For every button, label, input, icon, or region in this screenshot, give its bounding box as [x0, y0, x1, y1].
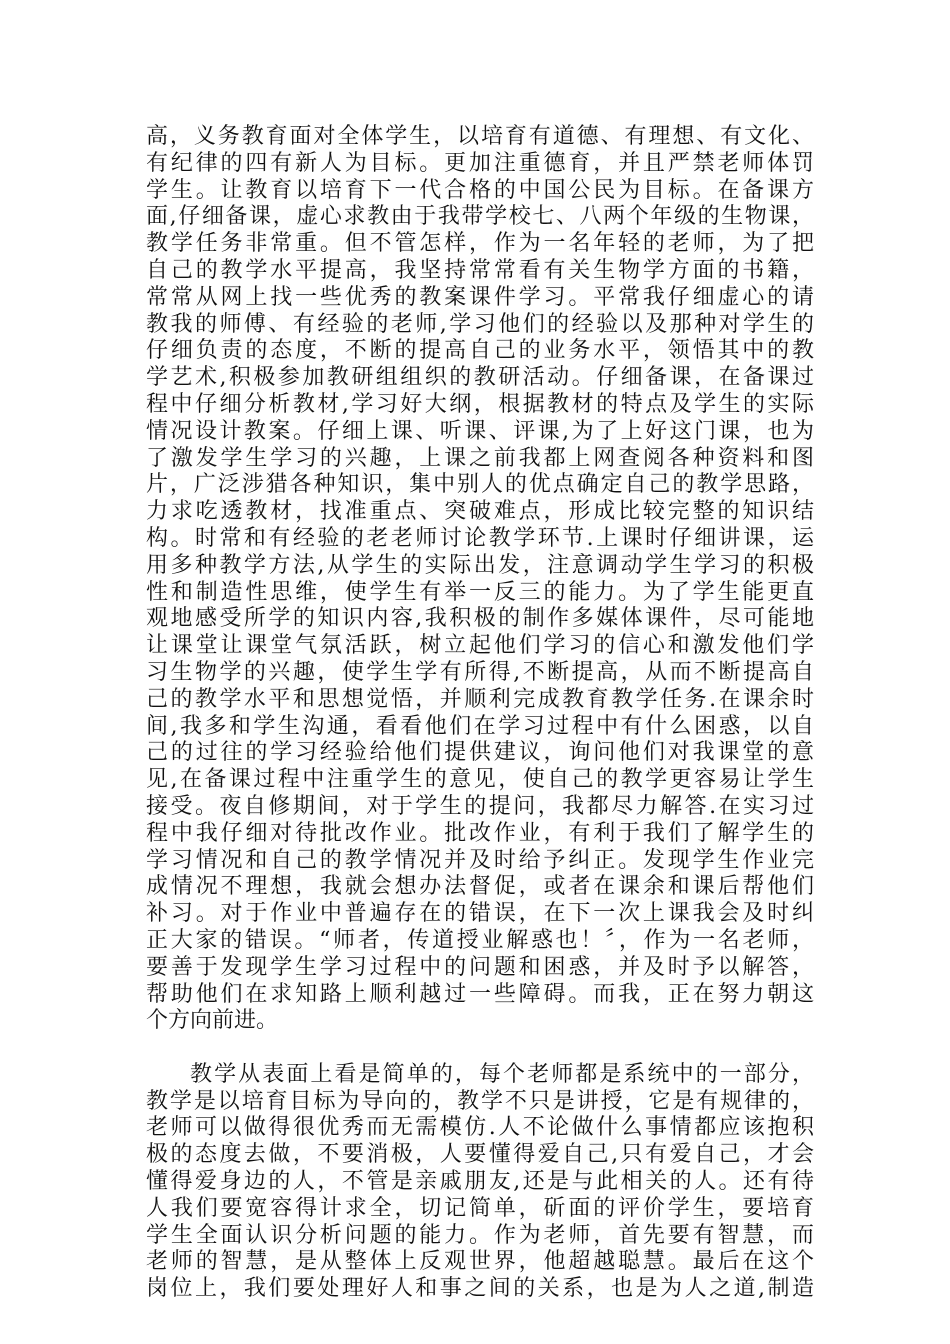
text-line: 性和制造性思维，使学生有举一反三的能力。为了学生能更直	[146, 579, 814, 605]
text-line: 了激发学生学习的兴趣，上课之前我都上网查阅各种资料和图	[146, 445, 814, 471]
text-line: 接受。夜自修期间，对于学生的提问，我都尽力解答.在实习过	[146, 793, 814, 819]
text-line: 极的态度去做，不要消极，人要懂得爱自己,只有爱自己，才会	[146, 1142, 814, 1168]
text-line: 仔细负责的态度，不断的提高自己的业务水平，领悟其中的教	[146, 338, 814, 364]
paragraph-spacing	[146, 1035, 814, 1062]
text-line: 己的过往的学习经验给他们提供建议，询问他们对我课堂的意	[146, 740, 814, 766]
text-line: 帮助他们在求知路上顺利越过一些障碍。而我，正在努力朝这	[146, 981, 814, 1007]
text-line: 构。时常和有经验的老老师讨论教学环节.上课时仔细讲课，运	[146, 525, 814, 551]
text-line: 个方向前进。	[146, 1008, 279, 1034]
text-line: 学艺术,积极参加教研组组织的教研活动。仔细备课，在备课过	[146, 365, 814, 391]
text-line: 教学从表面上看是简单的，每个老师都是系统中的一部分，	[190, 1061, 814, 1087]
text-line: 习生物学的兴趣，使学生学有所得,不断提高，从而不断提高自	[146, 659, 814, 685]
text-line: 面,仔细备课，虚心求教由于我带学校七、八两个年级的生物课，	[146, 204, 814, 230]
text-line: 学生全面认识分析问题的能力。作为老师，首先要有智慧，而	[146, 1222, 814, 1248]
paragraph-1	[146, 124, 814, 1035]
text-line: 懂得爱身边的人，不管是亲戚朋友,还是与此相关的人。还有待	[146, 1169, 814, 1195]
text-line: 正大家的错误。“师者，传道授业解惑也！〞，作为一名老师，	[146, 927, 814, 953]
text-line: 力求吃透教材，找准重点、突破难点，形成比较完整的知识结	[146, 499, 814, 525]
text-line: 学习情况和自己的教学情况并及时给予纠正。发现学生作业完	[146, 847, 814, 873]
text-line: 让课堂让课堂气氛活跃，树立起他们学习的信心和激发他们学	[146, 633, 814, 659]
text-line: 岗位上，我们要处理好人和事之间的关系，也是为人之道,制造	[146, 1276, 814, 1302]
paragraph-2	[146, 1062, 814, 1303]
text-line: 自己的教学水平提高，我坚持常常看有关生物学方面的书籍，	[146, 257, 814, 283]
text-line: 教我的师傅、有经验的老师,学习他们的经验以及那种对学生的	[146, 311, 814, 337]
text-line: 要善于发现学生学习过程中的问题和困惑，并及时予以解答，	[146, 954, 814, 980]
text-line: 补习。对于作业中普遍存在的错误，在下一次上课我会及时纠	[146, 901, 814, 927]
text-line: 情况设计教案。仔细上课、听课、评课,为了上好这门课，也为	[146, 418, 814, 444]
body-text	[146, 124, 814, 1303]
text-line: 间,我多和学生沟通，看看他们在学习过程中有什么困惑，以自	[146, 713, 814, 739]
text-line: 成情况不理想，我就会想办法督促，或者在课余和课后帮他们	[146, 874, 814, 900]
text-line: 有纪律的四有新人为目标。更加注重德育，并且严禁老师体罚	[146, 150, 814, 176]
text-line: 用多种教学方法,从学生的实际出发，注意调动学生学习的积极	[146, 552, 814, 578]
text-line: 程中仔细分析教材,学习好大纲，根据教材的特点及学生的实际	[146, 391, 814, 417]
text-line: 老师的智慧，是从整体上反观世界，他超越聪慧。最后在这个	[146, 1249, 814, 1275]
text-line: 高，义务教育面对全体学生，以培育有道德、有理想、有文化、	[146, 124, 814, 149]
text-line: 观地感受所学的知识内容,我积极的制作多媒体课件，尽可能地	[146, 606, 814, 632]
text-line: 人我们要宽容得计求全，切记简单，斫面的评价学生，要培育	[146, 1195, 814, 1221]
text-line: 己的教学水平和思想觉悟，并顺利完成教育教学任务.在课余时	[146, 686, 814, 712]
text-line: 常常从网上找一些优秀的教案课件学习。平常我仔细虚心的请	[146, 284, 814, 310]
text-line: 老师可以做得很优秀而无需模仿.人不论做什么事情都应该抱积	[146, 1115, 814, 1141]
text-line: 见,在备课过程中注重学生的意见，使自己的教学更容易让学生	[146, 767, 814, 793]
text-line: 片，广泛涉猎各种知识，集中别人的优点确定自己的教学思路，	[146, 472, 814, 498]
text-line: 程中我仔细对待批改作业。批改作业，有利于我们了解学生的	[146, 820, 814, 846]
text-line: 教学是以培育目标为导向的，教学不只是讲授，它是有规律的，	[146, 1088, 814, 1114]
text-line: 教学任务非常重。但不管怎样，作为一名年轻的老师，为了把	[146, 231, 814, 257]
text-line: 学生。让教育以培育下一代合格的中国公民为目标。在备课方	[146, 177, 814, 203]
